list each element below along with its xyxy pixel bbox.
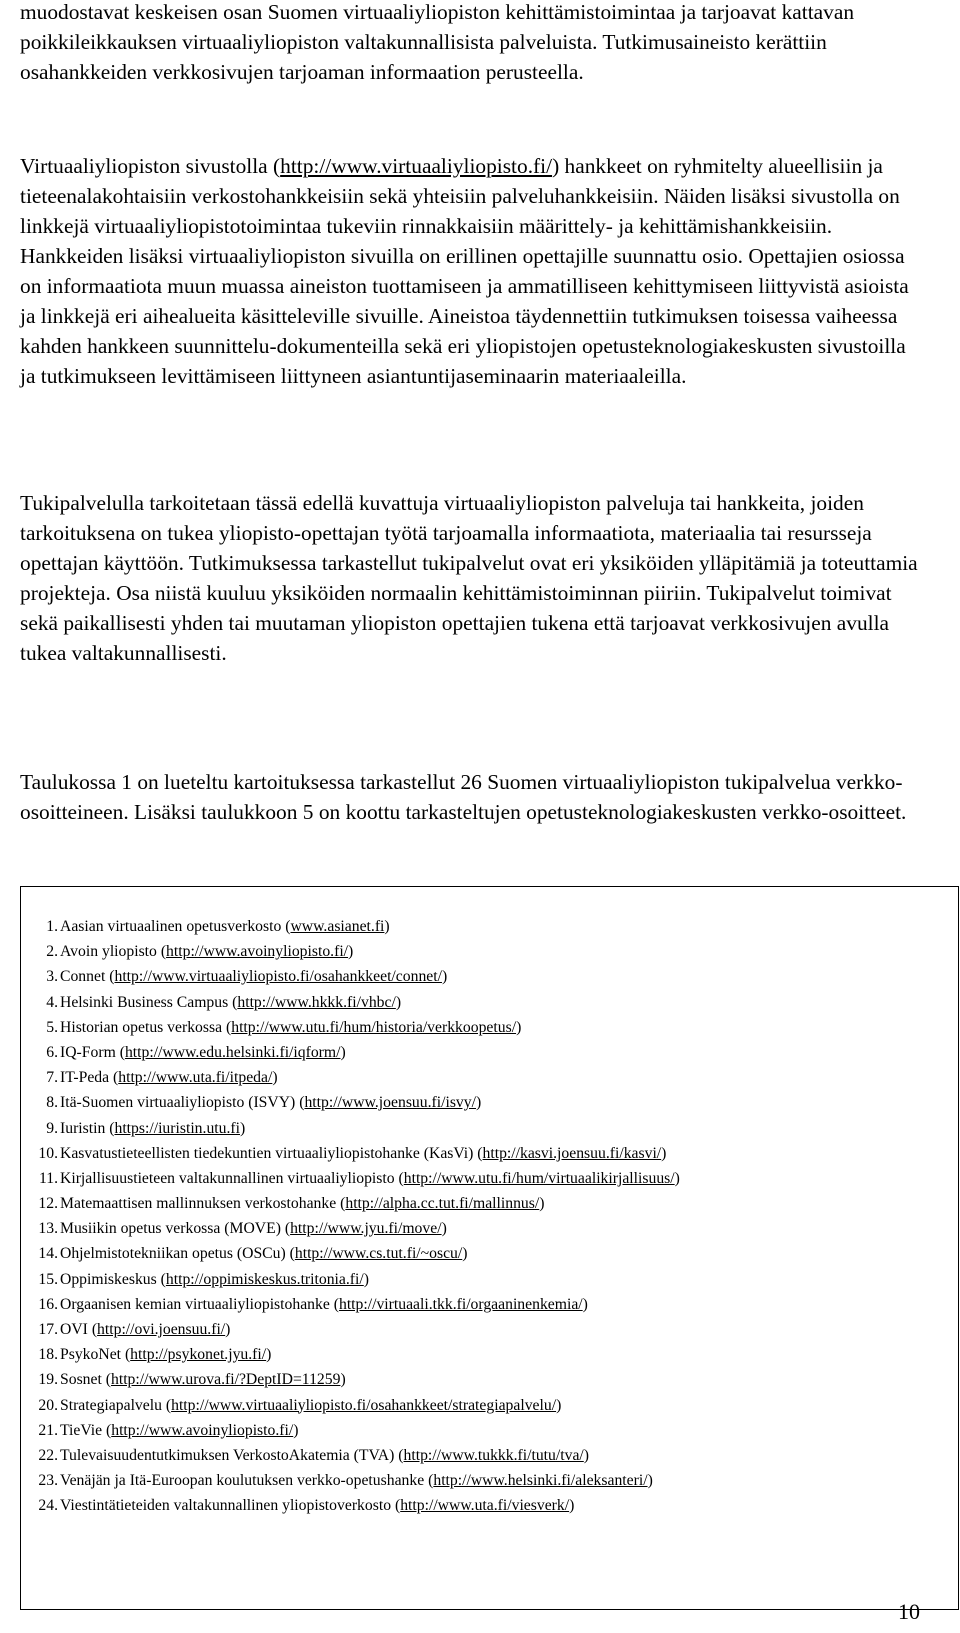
service-number: 4.	[46, 993, 58, 1011]
paragraph-text: ) hankkeet on ryhmitelty alueellisiin ja tieteenalakohtaisiin verkostohankkeisiin sekä yhteisiin palveluhankkeisiin. Näiden lisäksi sivustolla on linkkejä virtuaaliyliopistotoimintaa tukeviin rinnakkaisiin määrittely- ja kehittämishankkeisiin. Hankkeiden lisäksi virtuaaliyliopiston sivuilla on erillinen opettajille suunnattu osio. Opettajien osiossa on informaatiota muun muassa aineiston tuottamiseen ja ammatilliseen kehittymiseen liittyvistä asioista ja linkkejä eri aihealueita käsitteleville sivuille. Aineistoa täydennettiin tutkimuksen toisessa vaiheessa kahden hankkeen suunnittelu-dokumenteilla sekä eri yliopistojen opetusteknologiakeskusten sivustoilla ja tutkimukseen levittämiseen liittyneen asiantuntijaseminaarin materiaaleilla.	[20, 154, 909, 388]
service-url-link[interactable]: http://kasvi.joensuu.fi/kasvi/	[482, 1144, 662, 1162]
service-number: 10.	[38, 1144, 58, 1162]
service-url-link[interactable]: http://www.jyu.fi/move/	[290, 1220, 442, 1238]
service-name: OVI	[60, 1321, 88, 1338]
services-list	[21, 914, 958, 1519]
service-entry: Helsinki Business Campus (http://www.hkkk.fi/vhbc/)	[60, 993, 402, 1011]
service-name: Strategiapalvelu	[60, 1396, 162, 1414]
service-number: 18.	[38, 1346, 58, 1364]
service-item	[21, 964, 958, 989]
service-name: Itä-Suomen virtuaaliyliopisto (ISVY)	[60, 1094, 296, 1112]
service-item	[21, 1241, 958, 1266]
service-item	[21, 1393, 958, 1418]
service-entry: Kasvatustieteellisten tiedekuntien virtuaaliyliopistohanke (KasVi) (http://kasvi.joensuu.fi/kasvi/)	[60, 1144, 667, 1162]
service-entry: IT-Peda (http://www.uta.fi/itpeda/)	[60, 1069, 278, 1087]
service-entry: Avoin yliopisto (http://www.avoinyliopisto.fi/)	[60, 943, 354, 961]
service-entry: Kirjallisuustieteen valtakunnallinen virtuaaliyliopisto (http://www.utu.fi/hum/virtuaalikirjallisuus/)	[60, 1169, 680, 1187]
service-entry: Iuristin (https://iuristin.utu.fi)	[60, 1119, 246, 1137]
service-url-link[interactable]: http://www.joensuu.fi/isvy/	[304, 1094, 476, 1112]
service-name: IT-Peda	[60, 1069, 110, 1087]
service-item	[21, 939, 958, 964]
service-name: Iuristin	[60, 1119, 106, 1137]
service-entry: TieVie (http://www.avoinyliopisto.fi/)	[60, 1421, 299, 1439]
service-url-link[interactable]: http://www.utu.fi/hum/historia/verkkoopetus/	[231, 1018, 517, 1036]
service-item	[21, 1216, 958, 1241]
page-number: 10	[898, 1599, 920, 1624]
service-entry: PsykoNet (http://psykonet.jyu.fi/)	[60, 1346, 272, 1364]
service-entry: Connet (http://www.virtuaaliyliopisto.fi/osahankkeet/connet/)	[60, 968, 448, 986]
service-url-link[interactable]: http://virtuaali.tkk.fi/orgaaninenkemia/	[338, 1295, 583, 1313]
service-number: 14.	[38, 1245, 58, 1263]
service-url-link[interactable]: http://www.utu.fi/hum/virtuaalikirjallisuus/	[403, 1169, 675, 1187]
service-entry: Matemaattisen mallinnuksen verkostohanke (http://alpha.cc.tut.fi/mallinnus/)	[60, 1195, 545, 1213]
service-entry: Strategiapalvelu (http://www.virtuaaliyliopisto.fi/osahankkeet/strategiapalvelu/)	[60, 1396, 562, 1414]
service-name: PsykoNet	[60, 1346, 122, 1364]
paragraph-intro: muodostavat keskeisen osan Suomen virtuaaliyliopiston kehittämistoimintaa ja tarjoavat kattavan poikkileikkauksen virtuaaliyliopiston valtakunnallisista palveluista. Tutkimusaineisto kerättiin osahankkeiden verkkosivujen tarjoaman informaation perusteella.	[20, 0, 855, 84]
service-item	[21, 1367, 958, 1392]
service-entry: Ohjelmistotekniikan opetus (OSCu) (http://www.cs.tut.fi/~oscu/)	[60, 1245, 468, 1263]
service-url-link[interactable]: http://www.cs.tut.fi/~oscu/	[294, 1245, 463, 1263]
service-entry: Orgaanisen kemian virtuaaliyliopistohanke (http://virtuaali.tkk.fi/orgaaninenkemia/)	[60, 1295, 588, 1313]
paragraph-taulukko: Taulukossa 1 on lueteltu kartoituksessa tarkastellut 26 Suomen virtuaaliyliopiston tukipalvelua verkko-osoitteineen. Lisäksi taulukkoon 5 on koottu tarkasteltujen opetusteknologiakeskusten verkko-osoitteet.	[20, 770, 907, 824]
service-url-link[interactable]: http://www.avoinyliopisto.fi/	[111, 1421, 294, 1439]
service-number: 2.	[46, 943, 58, 961]
service-number: 5.	[46, 1018, 58, 1036]
service-name: Avoin yliopisto	[60, 943, 157, 961]
service-url-link[interactable]: http://www.hkkk.fi/vhbc/	[237, 993, 396, 1011]
service-item	[21, 1292, 958, 1317]
service-name: Matemaattisen mallinnuksen verkostohanke	[60, 1195, 337, 1213]
service-name: Oppimiskeskus	[60, 1270, 157, 1288]
service-name: IQ-Form	[60, 1043, 116, 1061]
service-item	[21, 1418, 958, 1443]
service-url-link[interactable]: http://www.avoinyliopisto.fi/	[166, 943, 349, 961]
service-entry: Historian opetus verkossa (http://www.utu.fi/hum/historia/verkkoopetus/)	[60, 1018, 522, 1036]
service-url-link[interactable]: https://iuristin.utu.fi	[114, 1119, 240, 1137]
service-url-link[interactable]: http://www.virtuaaliyliopisto.fi/osahankkeet/strategiapalvelu/	[171, 1396, 557, 1414]
service-number: 7.	[46, 1069, 58, 1087]
service-name: Ohjelmistotekniikan opetus (OSCu)	[60, 1245, 286, 1263]
service-name: Kasvatustieteellisten tiedekuntien virtuaaliyliopistohanke (KasVi)	[60, 1144, 474, 1162]
service-item	[21, 990, 958, 1015]
service-url-link[interactable]: http://www.uta.fi/viesverk/	[400, 1497, 570, 1515]
service-number: 13.	[38, 1220, 58, 1238]
service-url-link[interactable]: http://psykonet.jyu.fi/	[130, 1346, 267, 1364]
service-item	[21, 1493, 958, 1518]
service-number: 8.	[46, 1094, 58, 1112]
service-entry: Musiikin opetus verkossa (MOVE) (http://www.jyu.fi/move/)	[60, 1220, 447, 1238]
service-url-link[interactable]: http://www.uta.fi/itpeda/	[118, 1069, 273, 1087]
service-item	[21, 1342, 958, 1367]
service-item	[21, 1443, 958, 1468]
service-name: Helsinki Business Campus	[60, 993, 229, 1011]
service-name: Sosnet	[60, 1371, 102, 1389]
service-name: Viestintätieteiden valtakunnallinen yliopistoverkosto	[60, 1497, 392, 1515]
paragraph-sivusto	[20, 151, 920, 391]
service-number: 22.	[38, 1446, 58, 1464]
service-item	[21, 914, 958, 939]
service-entry: IQ-Form (http://www.edu.helsinki.fi/iqform/)	[60, 1043, 346, 1061]
service-name: Venäjän ja Itä-Euroopan koulutuksen verkko-opetushanke	[60, 1472, 425, 1490]
service-entry: Itä-Suomen virtuaaliyliopisto (ISVY) (http://www.joensuu.fi/isvy/)	[60, 1094, 482, 1112]
paragraph-tukipalvelu: Tukipalvelulla tarkoitetaan tässä edellä kuvattuja virtuaaliyliopiston palveluja tai hankkeita, joiden tarkoituksena on tukea yliopisto-opettajan työtä tarjoamalla informaatiota, materiaalia tai resursseja opettajan käyttöön. Tutkimuksessa tarkastellut tukipalvelut ovat eri yksiköiden ylläpitämiä ja toteuttamia projekteja. Osa niistä kuuluu yksiköiden normaalin kehittämistoiminnan piiriin. Tukipalvelut toimivat sekä paikallisesti yhden tai muutaman yliopiston opettajien tukena että tarjoavat verkkosivujen avulla tukea valtakunnallisesti.	[20, 491, 918, 665]
virtuaaliyliopisto-link[interactable]: http://www.virtuaaliyliopisto.fi/	[280, 154, 553, 178]
service-number: 24.	[38, 1497, 58, 1515]
service-url-link[interactable]: http://www.virtuaaliyliopisto.fi/osahankkeet/connet/	[114, 968, 442, 986]
service-name: Orgaanisen kemian virtuaaliyliopistohanke	[60, 1295, 330, 1313]
service-entry: Aasian virtuaalinen opetusverkosto (www.asianet.fi)	[60, 918, 390, 935]
service-number: 15.	[38, 1270, 58, 1288]
service-name: Tulevaisuudentutkimuksen VerkostoAkatemia (TVA)	[60, 1446, 395, 1464]
service-url-link[interactable]: http://www.helsinki.fi/aleksanteri/	[433, 1472, 648, 1490]
service-number: 19.	[38, 1371, 58, 1389]
service-url-link[interactable]: http://www.edu.helsinki.fi/iqform/	[124, 1043, 341, 1061]
service-item	[21, 1040, 958, 1065]
service-item	[21, 1141, 958, 1166]
service-number: 11.	[38, 1169, 58, 1187]
paragraph-text: Virtuaaliyliopiston sivustolla (	[20, 154, 281, 178]
service-url-link[interactable]: http://alpha.cc.tut.fi/mallinnus/	[345, 1195, 540, 1213]
service-entry: Sosnet (http://www.urova.fi/?DeptID=11259)	[60, 1371, 346, 1389]
service-number: 17.	[38, 1321, 58, 1338]
service-entry: Tulevaisuudentutkimuksen VerkostoAkatemia (TVA) (http://www.tukkk.fi/tutu/tva/)	[60, 1446, 590, 1464]
service-number: 3.	[46, 968, 58, 986]
service-name: Connet	[60, 968, 106, 986]
service-url-link[interactable]: http://www.tukkk.fi/tutu/tva/	[403, 1446, 584, 1464]
service-url-link[interactable]: http://ovi.joensuu.fi/	[97, 1321, 226, 1338]
service-number: 1.	[46, 918, 58, 935]
service-entry: Oppimiskeskus (http://oppimiskeskus.tritonia.fi/)	[60, 1270, 369, 1288]
service-number: 6.	[46, 1043, 58, 1061]
service-item	[21, 1065, 958, 1090]
service-item	[21, 1166, 958, 1191]
service-name: TieVie	[60, 1421, 103, 1439]
service-number: 20.	[38, 1396, 58, 1414]
service-entry: Viestintätieteiden valtakunnallinen yliopistoverkosto (http://www.uta.fi/viesverk/)	[60, 1497, 575, 1515]
service-url-link[interactable]: http://oppimiskeskus.tritonia.fi/	[165, 1270, 364, 1288]
services-table	[20, 886, 959, 1610]
service-url-link[interactable]: www.asianet.fi	[290, 918, 385, 935]
service-name: Aasian virtuaalinen opetusverkosto	[60, 918, 282, 935]
service-number: 16.	[38, 1295, 58, 1313]
service-number: 23.	[38, 1472, 58, 1490]
service-number: 12.	[38, 1195, 58, 1213]
service-number: 9.	[46, 1119, 58, 1137]
service-number: 21.	[38, 1421, 58, 1439]
service-item	[21, 1317, 958, 1342]
service-item	[21, 1468, 958, 1493]
service-entry: OVI (http://ovi.joensuu.fi/)	[60, 1321, 231, 1338]
service-name: Kirjallisuustieteen valtakunnallinen virtuaaliyliopisto	[60, 1169, 395, 1187]
service-item	[21, 1267, 958, 1292]
service-entry: Venäjän ja Itä-Euroopan koulutuksen verkko-opetushanke (http://www.helsinki.fi/aleksanteri/)	[60, 1472, 653, 1490]
service-item	[21, 1191, 958, 1216]
service-url-link[interactable]: http://www.urova.fi/?DeptID=11259	[111, 1371, 341, 1389]
service-name: Historian opetus verkossa	[60, 1018, 223, 1036]
service-name: Musiikin opetus verkossa (MOVE)	[60, 1220, 281, 1238]
service-item	[21, 1015, 958, 1040]
service-item	[21, 1090, 958, 1115]
service-item	[21, 1116, 958, 1141]
